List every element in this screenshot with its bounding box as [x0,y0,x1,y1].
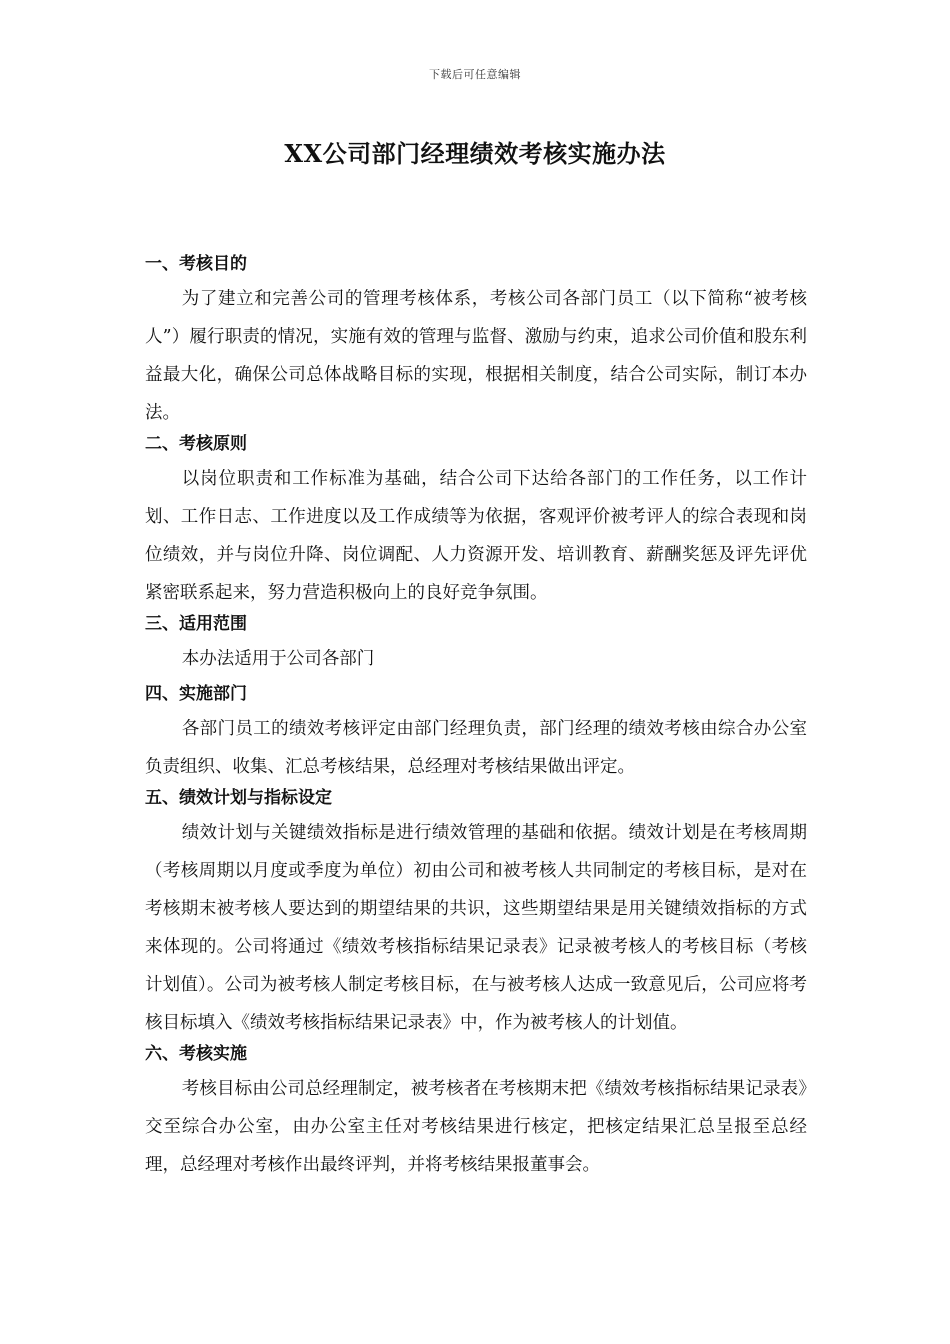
section-paragraph: 为了建立和完善公司的管理考核体系，考核公司各部门员工（以下简称“被考核人”）履行职责的情况，实施有效的管理与监督、激励与约束，追求公司价值和股东利益最大化，确保公司总体战略目标的实现，根据相关制度，结合公司实际，制订本办法。 [145,289,807,423]
section-paragraph: 以岗位职责和工作标准为基础，结合公司下达给各部门的工作任务，以工作计划、工作日志、工作进度以及工作成绩等为依据，客观评价被考评人的综合表现和岗位绩效，并与岗位升降、岗位调配、人力资源开发、培训教育、薪酬奖惩及评先评优紧密联系起来，努力营造积极向上的良好竞争氛围。 [145,469,807,603]
section-heading: 一、考核目的 [145,254,247,274]
section-plan-indicators [145,782,807,1042]
section-purpose [145,248,807,432]
document-body [145,248,807,1180]
section-paragraph: 本办法适用于公司各部门 [181,649,375,669]
header-note: 下载后可任意编辑 [429,68,521,81]
section-heading: 四、实施部门 [145,684,247,704]
document-title: XX公司部门经理绩效考核实施办法 [284,139,666,168]
section-paragraph: 绩效计划与关键绩效指标是进行绩效管理的基础和依据。绩效计划是在考核周期（考核周期以月度或季度为单位）初由公司和被考核人共同制定的考核目标，是对在考核期末被考核人要达到的期望结果的共识，这些期望结果是用关键绩效指标的方式来体现的。公司将通过《绩效考核指标结果记录表》记录被考核人的考核目标（考核计划值）。公司为被考核人制定考核目标，在与被考核人达成一致意见后，公司应将考核目标填入《绩效考核指标结果记录表》中，作为被考核人的计划值。 [145,823,807,1033]
section-principles [145,428,807,612]
section-heading: 二、考核原则 [145,434,247,454]
section-heading: 五、绩效计划与指标设定 [145,788,332,808]
section-implementation [145,1038,807,1184]
section-heading: 六、考核实施 [145,1044,247,1064]
section-paragraph: 各部门员工的绩效考核评定由部门经理负责，部门经理的绩效考核由综合办公室负责组织、收集、汇总考核结果，总经理对考核结果做出评定。 [145,719,807,777]
section-paragraph: 考核目标由公司总经理制定，被考核者在考核期末把《绩效考核指标结果记录表》交至综合办公室，由办公室主任对考核结果进行核定，把核定结果汇总呈报至总经理，总经理对考核作出最终评判，并将考核结果报董事会。 [145,1079,807,1175]
section-departments [145,678,807,786]
section-scope [145,608,807,678]
section-heading: 三、适用范围 [145,614,247,634]
